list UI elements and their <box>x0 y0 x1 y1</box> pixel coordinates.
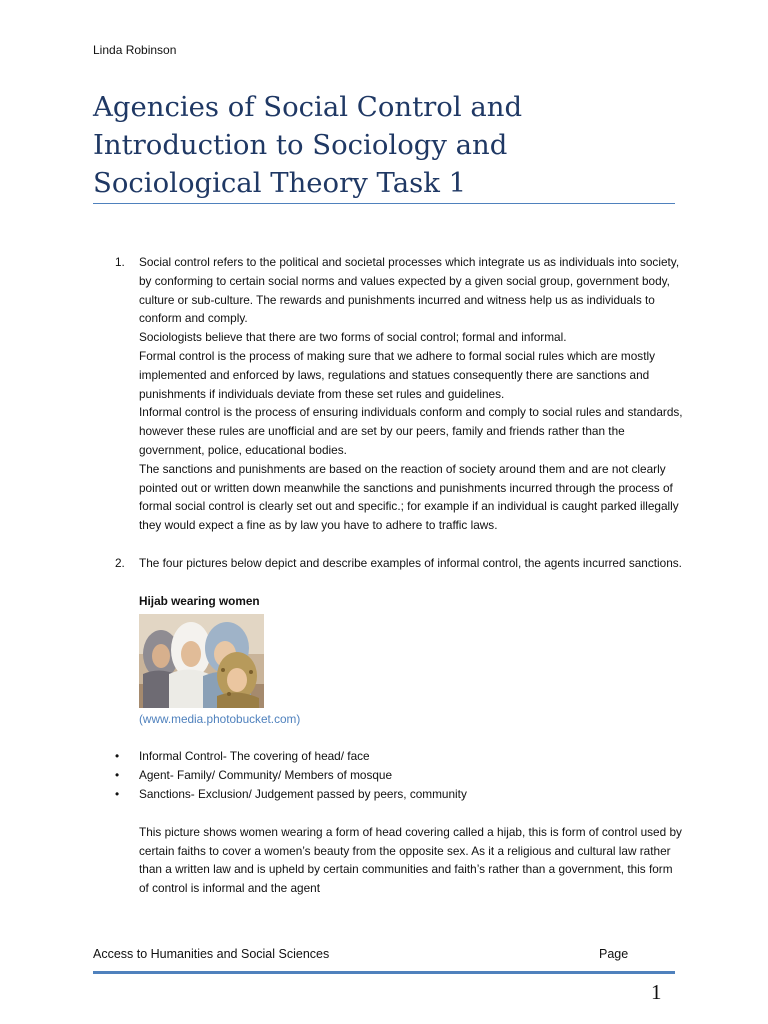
numbered-item-2 <box>93 554 683 573</box>
spacer <box>93 535 683 554</box>
paragraph: Sociologists believe that there are two forms of social control; formal and informal. <box>139 330 567 345</box>
spacer <box>93 804 683 823</box>
description-paragraph: This picture shows women wearing a form of head covering called a hijab, this is form of control used by certain faiths to cover a women’s beauty from the opposite sex. As it a religious and cultural law rather than a written law and is upheld by certain communities and faith’s rather than a government, this form of control is informal and the agent <box>139 824 682 896</box>
paragraph: The sanctions and punishments are based on the reaction of society around them and are not clearly pointed out or written down meanwhile the sanctions and punishments incurred through the process of formal social control is clearly set out and specific.; for example if an individual is caught parked illegally they would expect a fine as by law you have to adhere to traffic laws. <box>139 461 679 533</box>
paragraph: Formal control is the process of making sure that we adhere to formal social rules which are mostly implemented and enforced by laws, regulations and statues consequently there are sanctions and punishments if individuals deviate from these set rules and guidelines. <box>139 348 655 401</box>
paragraph: Social control refers to the political and societal processes which integrate us as individuals into society, by conforming to certain social norms and values expected by a given social group, government body, culture or sub-culture. The rewards and punishments incurred and witness help us as individuals to conform and comply. <box>139 255 680 326</box>
spacer <box>93 728 683 747</box>
course-name: Access to Humanities and Social Sciences <box>93 947 330 961</box>
document-body <box>93 253 683 898</box>
page-footer <box>93 947 675 961</box>
numbered-item-1 <box>93 253 683 535</box>
bullet-icon: • <box>115 749 120 764</box>
item-number: 1. <box>115 255 125 269</box>
footer-divider <box>93 971 675 974</box>
document-title: Agencies of Social Control and Introduction to Sociology and Sociological Theory Task 1 <box>93 91 523 199</box>
paragraph: The four pictures below depict and describe examples of informal control, the agents incurred sanctions. <box>139 555 682 570</box>
bullet-item: • Informal Control- The covering of head/ face <box>93 747 683 766</box>
picture-heading: Hijab wearing women <box>139 593 260 608</box>
bullet-item: • Agent- Family/ Community/ Members of mosque <box>93 766 683 785</box>
title-divider <box>93 203 675 204</box>
photo-women-in-hijab-icon <box>139 614 264 708</box>
author-name: Linda Robinson <box>93 43 177 57</box>
picture-source-link[interactable]: (www.media.photobucket.com) <box>139 711 301 726</box>
bullet-icon: • <box>115 768 120 783</box>
page-number: 1 <box>651 980 662 1004</box>
bullet-list <box>93 747 683 803</box>
page-label: Page <box>599 947 629 961</box>
paragraph: Informal control is the process of ensuring individuals conform and comply to social rules and standards, however these rules are unofficial and are set by our peers, family and friends rather than the government, police, educational bodies. <box>139 405 683 457</box>
item-number: 2. <box>115 555 125 570</box>
spacer <box>93 573 683 592</box>
bullet-icon: • <box>115 786 120 801</box>
bullet-item: • Sanctions- Exclusion/ Judgement passed by peers, community <box>93 785 683 804</box>
